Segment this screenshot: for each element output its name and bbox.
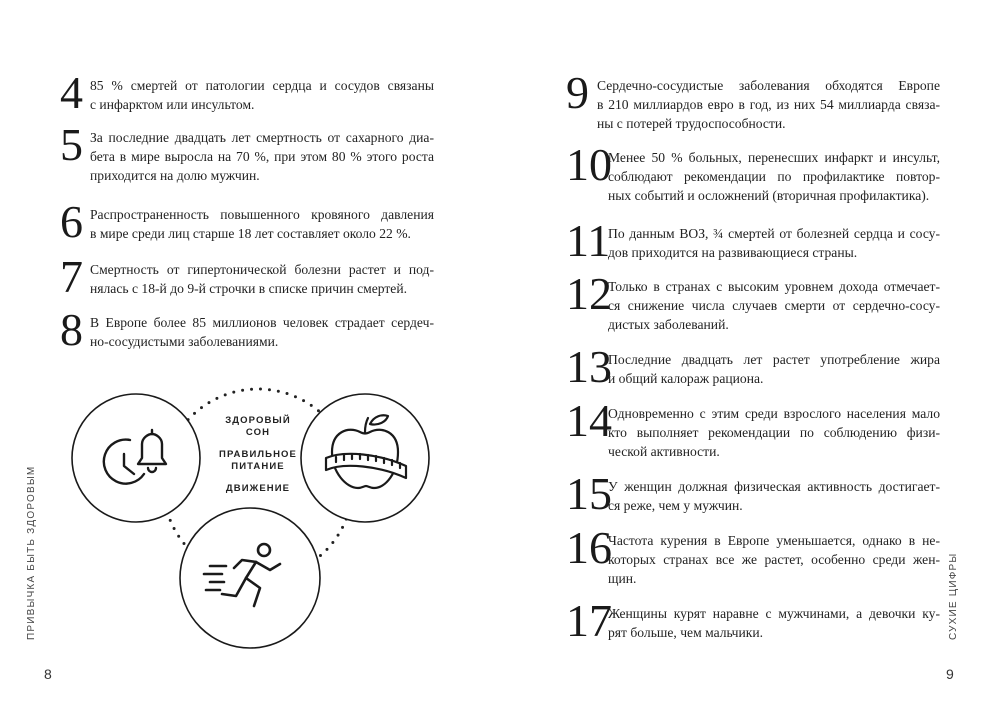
fact-9 — [566, 67, 946, 136]
fact-text: У женщин должная физическая активность достигает- ся реже, чем у мужчин. — [608, 479, 940, 513]
fact-number: 9 — [566, 67, 589, 118]
fact-text: По данным ВОЗ, ¾ смертей от болезней сердца и сосу- дов приходится на развивающиеся страны. — [608, 226, 940, 260]
diagram-labels — [208, 415, 308, 505]
fact-number: 7 — [60, 251, 83, 302]
running-header-right: СУХИЕ ЦИФРЫ — [948, 552, 959, 640]
fact-number: 12 — [566, 268, 612, 319]
fact-number: 17 — [566, 595, 612, 646]
fact-number: 10 — [566, 139, 612, 190]
fact-number: 11 — [566, 215, 611, 266]
fact-number: 14 — [566, 395, 612, 446]
fact-text: Распространенность повышенного кровяного давления в мире среди лиц старше 18 лет составляет около 22 %. — [90, 207, 434, 241]
fact-text: Сердечно-сосудистые заболевания обходятся Европе в 210 миллиардов евро в год, из них 54 миллиарда связа- ны с потерей трудоспособности. — [597, 78, 940, 131]
fact-11 — [566, 215, 946, 266]
movement-circle — [180, 508, 320, 648]
fact-5 — [60, 119, 440, 188]
fact-number: 8 — [60, 304, 83, 355]
fact-text: 85 % смертей от патологии сердца и сосудов связаны с инфарктом или инсультом. — [90, 78, 434, 112]
fact-6 — [60, 196, 440, 247]
fact-number: 5 — [60, 119, 83, 170]
sleep-circle — [72, 394, 200, 522]
fact-12 — [566, 268, 946, 337]
fact-text: В Европе более 85 миллионов человек страдает сердеч- но-сосудистыми заболеваниями. — [90, 315, 434, 349]
label-proper-nutrition: ПРАВИЛЬНОЕ ПИТАНИЕ — [219, 449, 297, 472]
page-number-left: 8 — [44, 666, 52, 682]
fact-text: Только в странах с высоким уровнем дохода отмечает- ся снижение числа случаев смерти от сердечно-сосу- дистых заболеваний. — [608, 279, 940, 332]
fact-number: 4 — [60, 67, 83, 118]
fact-10 — [566, 139, 946, 208]
fact-text: Частота курения в Европе уменьшается, однако в не- которых странах все же растет, особенно среди жен- щин. — [608, 533, 940, 586]
fact-number: 6 — [60, 196, 83, 247]
fact-4 — [60, 67, 440, 118]
fact-17 — [566, 595, 946, 646]
fact-number: 13 — [566, 341, 612, 392]
healthy-habits-diagram — [60, 382, 450, 652]
fact-8 — [60, 304, 440, 355]
fact-text: Менее 50 % больных, перенесших инфаркт и инсульт, соблюдают рекомендации по профилактике повтор- ных событий и осложнений (вторичная профилактика). — [608, 150, 940, 203]
fact-15 — [566, 468, 946, 519]
fact-16 — [566, 522, 946, 591]
page-number-right: 9 — [946, 666, 954, 682]
fact-text: Женщины курят наравне с мужчинами, а девочки ку- рят больше, чем мальчики. — [608, 606, 940, 640]
fact-text: За последние двадцать лет смертность от сахарного диа- бета в мире выросла на 70 %, при этом 80 % этого роста приходится на долю мужчин. — [90, 130, 434, 183]
fact-13 — [566, 341, 946, 392]
fact-text: Смертность от гипертонической болезни растет и под- нялась с 18-й до 9-й строчки в списке причин смертей. — [90, 262, 434, 296]
label-healthy-sleep: ЗДОРОВЫЙ СОН — [225, 415, 291, 438]
fact-7 — [60, 251, 440, 302]
running-header-left: ПРИВЫЧКА БЫТЬ ЗДОРОВЫМ — [26, 465, 37, 640]
fact-number: 15 — [566, 468, 612, 519]
fact-text: Последние двадцать лет растет употребление жира и общий калораж рациона. — [608, 352, 940, 386]
fact-text: Одновременно с этим среди взрослого населения мало кто выполняет рекомендации по соблюдению физи- ческой активности. — [608, 406, 940, 459]
fact-number: 16 — [566, 522, 612, 573]
label-movement: ДВИЖЕНИЕ — [225, 483, 291, 494]
fact-14 — [566, 395, 946, 464]
